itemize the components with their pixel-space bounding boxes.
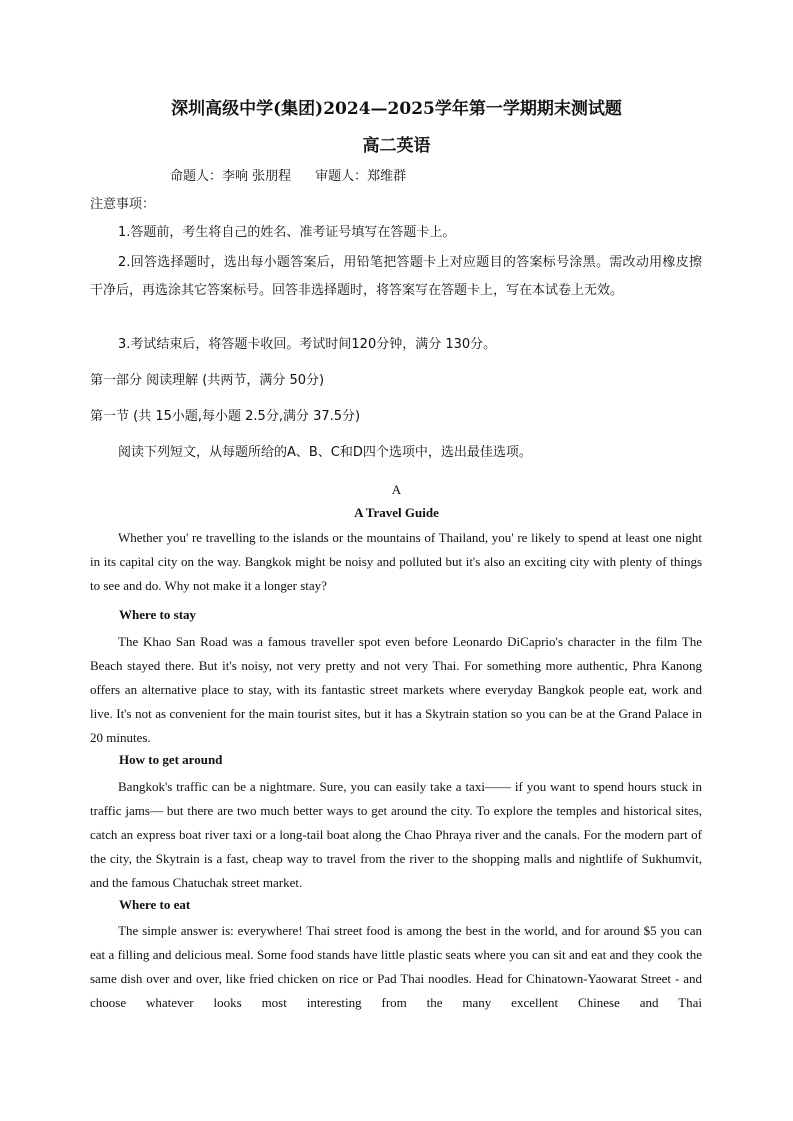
exam-title: 深圳高级中学(集团)2024—2025学年第一学期期末测试题	[171, 99, 622, 119]
heading-where-to-eat: Where to eat	[119, 897, 191, 912]
heading-where-to-stay: Where to stay	[119, 607, 197, 622]
paragraph-where-to-stay: The Khao San Road was a famous traveller spot even before Leonardo DiCaprio's character in the film The Beach stayed there. But it's noisy, not very pretty and not very Thai. For something more authentic, Phra Kanong offers an alternative place to stay, with its fantastic street markets where everyday Bangkok people eat, work and live. It's not as convenient for the main tourist sites, but it has a Skytrain station so you can be at the Grand Palace in 20 minutes.	[90, 634, 702, 745]
reviewer-name: 审题人：郑维群	[315, 169, 407, 184]
heading-how-to-get-around: How to get around	[119, 752, 223, 767]
passage-intro: Whether you' re travelling to the islands or the mountains of Thailand, you' re likely to spend at least one night in its capital city on the way. Bangkok might be noisy and polluted but it's also an exciting city with plenty of things to see and do. Why not make it a longer stay?	[90, 530, 702, 593]
paragraph-where-to-eat: The simple answer is: everywhere! Thai street food is among the best in the world, and for around $5 you can eat a filling and delicious meal. Some food stands have little plastic seats where you can sit and eat and they cook the same dish over and over, like fried chicken on rice or Pad Thai noodles. Head for Chinatown-Yaowarat Street - and choose whatever looks most interesting from the many excellent Chinese and Thai	[90, 923, 702, 1010]
setter-names: 命题人：李响 张朋程	[170, 169, 292, 184]
part-one-heading: 第一部分 阅读理解 (共两节，满分 50分)	[90, 373, 325, 388]
authors-line	[170, 165, 406, 184]
section-one-heading: 第一节 (共 15小题,每小题 2.5分,满分 37.5分)	[90, 409, 361, 424]
passage-letter: A	[391, 482, 402, 497]
passage-title: A Travel Guide	[354, 505, 439, 520]
note-item-2: 2.回答选择题时，选出每小题答案后，用铅笔把答题卡上对应题目的答案标号涂黑。需改动用橡皮擦干净后，再选涂其它答案标号。回答非选择题时，将答案写在答题卡上，写在本试卷上无效。	[90, 255, 702, 298]
notes-label: 注意事项：	[90, 197, 156, 212]
subject-title: 高二英语	[362, 136, 431, 156]
note-item-1: 1.答题前，考生将自己的姓名、准考证号填写在答题卡上。	[118, 225, 456, 240]
reading-instruction: 阅读下列短文，从每题所给的A、B、C和D四个选项中，选出最佳选项。	[118, 445, 532, 460]
note-item-3: 3.考试结束后，将答题卡收回。考试时间120分钟，满分 130分。	[118, 337, 497, 352]
paragraph-how-to-get-around: Bangkok's traffic can be a nightmare. Sure, you can easily take a taxi—— if you want to spend hours stuck in traffic jams— but there are two much better ways to get around the city. To explore the temples and historical sites, catch an express boat river taxi or a long-tail boat along the Chao Phraya river and the canals. For the modern part of the city, the Skytrain is a fast, cheap way to travel from the river to the shopping malls and nightlife of Sukhumvit, and the famous Chatuchak street market.	[90, 779, 702, 890]
